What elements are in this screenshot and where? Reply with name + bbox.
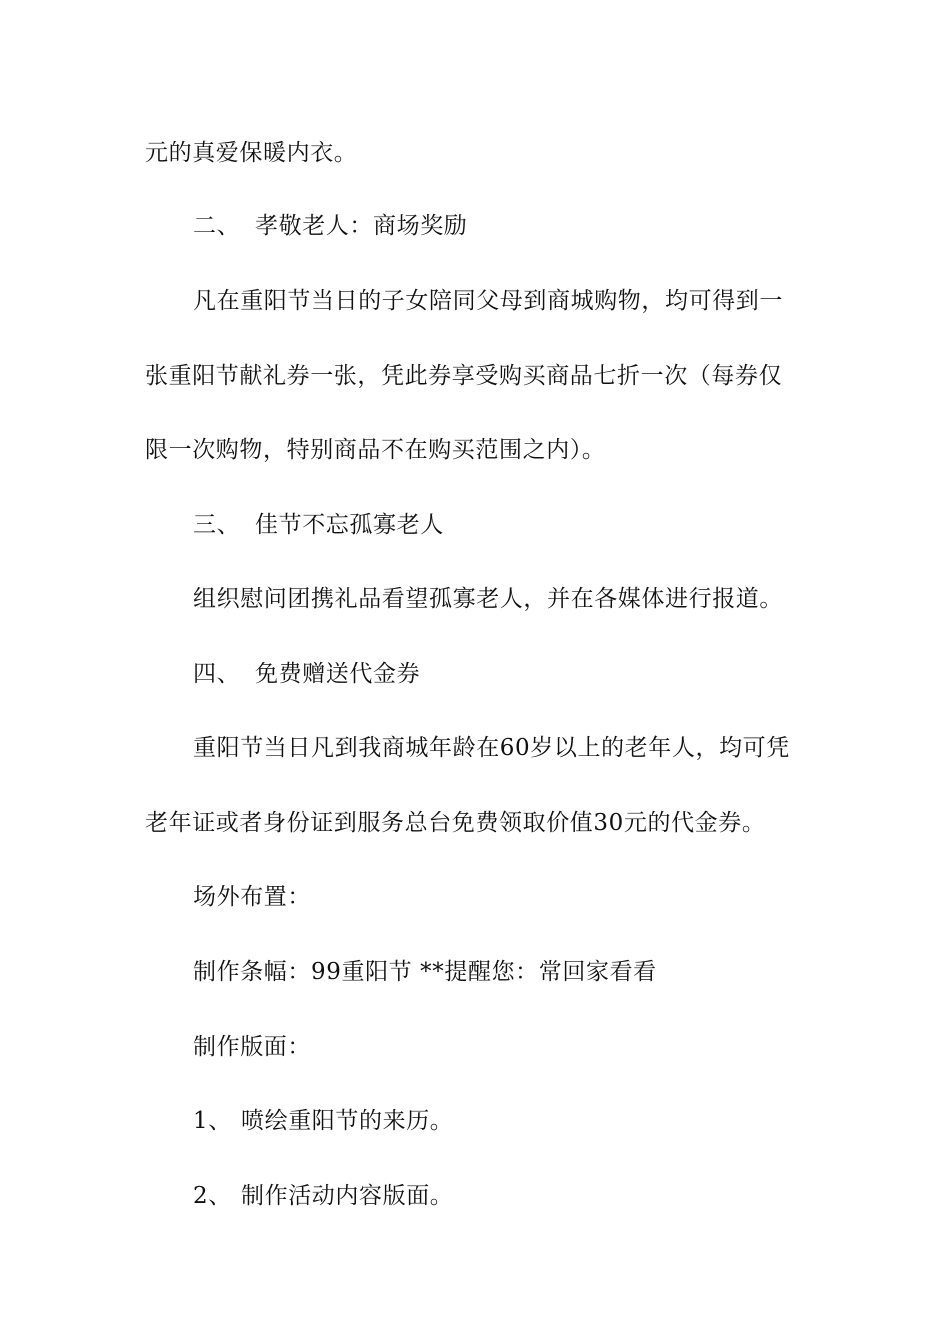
- paragraph-line: 元的真爱保暖内衣。: [145, 140, 358, 166]
- section-title: 免费赠送代金券: [255, 661, 421, 687]
- paragraph-line: 制作版面：: [193, 1034, 311, 1060]
- section-heading: [193, 510, 873, 540]
- list-item: [193, 1106, 873, 1136]
- section-heading: [193, 211, 873, 241]
- section-number: 三、: [193, 512, 241, 538]
- paragraph-line: 张重阳节献礼券一张，凭此券享受购买商品七折一次（每券仅: [145, 363, 783, 389]
- section-heading: [193, 659, 873, 689]
- paragraph-line: 限一次购物，特别商品不在购买范围之内）。: [145, 437, 606, 463]
- list-text: 制作活动内容版面。: [241, 1183, 454, 1209]
- paragraph-line: 组织慰问团携礼品看望孤寡老人，并在各媒体进行报道。: [193, 586, 783, 612]
- section-title: 孝敬老人：商场奖励: [255, 213, 468, 239]
- section-number: 二、: [193, 213, 241, 239]
- section-title: 佳节不忘孤寡老人: [255, 512, 444, 538]
- paragraph-line: 场外布置：: [193, 884, 311, 910]
- list-item: [193, 1181, 873, 1211]
- paragraph-line: 重阳节当日凡到我商城年龄在60岁以上的老年人，均可凭: [193, 735, 790, 761]
- section-number: 四、: [193, 661, 241, 687]
- paragraph-line: 凡在重阳节当日的子女陪同父母到商城购物，均可得到一: [193, 288, 783, 314]
- list-number: 2、: [193, 1183, 232, 1209]
- paragraph-line: 制作条幅：99重阳节 **提醒您：常回家看看: [193, 959, 657, 985]
- list-text: 喷绘重阳节的来历。: [241, 1108, 454, 1134]
- list-number: 1、: [193, 1108, 232, 1134]
- paragraph-line: 老年证或者身份证到服务总台免费领取价值30元的代金券。: [145, 810, 766, 836]
